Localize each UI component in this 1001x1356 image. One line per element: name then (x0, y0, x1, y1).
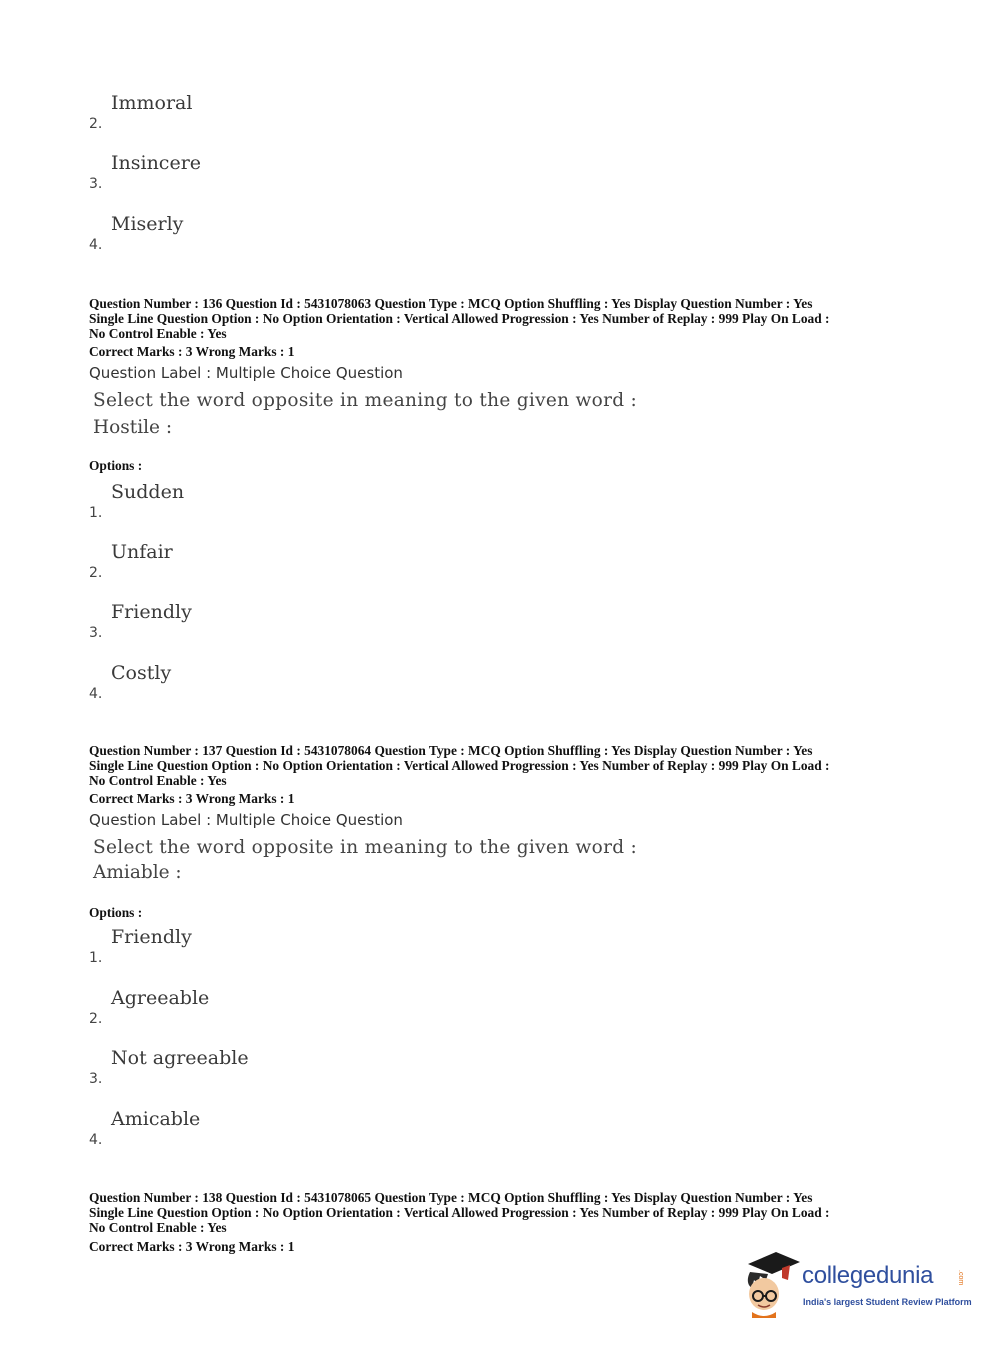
meta-line: Single Line Question Option : No Option Orientation : Vertical Allowed Progression : Yes Number of Replay : 999 Play On Load : (89, 311, 830, 326)
option-text: Immoral (111, 92, 193, 114)
options-label: Options : (89, 905, 143, 920)
question-word: Amiable : (93, 862, 182, 883)
meta-line: Single Line Question Option : No Option Orientation : Vertical Allowed Progression : Yes Number of Replay : 999 Play On Load : (89, 1205, 830, 1220)
meta-line: No Control Enable : Yes (89, 326, 227, 341)
option-number: 4. (89, 237, 103, 253)
question-text: Select the word opposite in meaning to the given word : (93, 837, 638, 858)
question-marks: Correct Marks : 3 Wrong Marks : 1 (89, 1239, 295, 1254)
question-meta (89, 1190, 919, 1235)
logo-domain: .com (957, 1270, 964, 1286)
logo-tagline: India's largest Student Review Platform (803, 1297, 972, 1307)
option-text: Agreeable (111, 987, 210, 1009)
question-text: Select the word opposite in meaning to the given word : (93, 390, 638, 411)
option-text: Costly (111, 662, 172, 684)
option-number: 4. (89, 1132, 103, 1148)
options-label: Options : (89, 458, 143, 473)
collegedunia-logo[interactable] (742, 1250, 972, 1320)
meta-line: No Control Enable : Yes (89, 773, 227, 788)
question-meta (89, 743, 919, 788)
question-label: Question Label : Multiple Choice Question (89, 364, 403, 382)
meta-line: No Control Enable : Yes (89, 1220, 227, 1235)
option-text: Amicable (111, 1108, 201, 1130)
mascot-icon (742, 1250, 802, 1320)
option-text: Sudden (111, 481, 185, 503)
option-number: 3. (89, 176, 103, 192)
meta-line: Question Number : 138 Question Id : 5431078065 Question Type : MCQ Option Shuffling : Yes Display Question Number : Yes (89, 1190, 813, 1205)
meta-line: Single Line Question Option : No Option Orientation : Vertical Allowed Progression : Yes Number of Replay : 999 Play On Load : (89, 758, 830, 773)
logo-wordmark: collegedunia (802, 1262, 934, 1289)
option-text: Insincere (111, 152, 202, 174)
meta-line: Question Number : 136 Question Id : 5431078063 Question Type : MCQ Option Shuffling : Yes Display Question Number : Yes (89, 296, 813, 311)
question-label: Question Label : Multiple Choice Question (89, 811, 403, 829)
option-number: 2. (89, 116, 103, 132)
option-number: 3. (89, 1071, 103, 1087)
option-number: 1. (89, 505, 103, 521)
meta-line: Question Number : 137 Question Id : 5431078064 Question Type : MCQ Option Shuffling : Yes Display Question Number : Yes (89, 743, 813, 758)
option-number: 2. (89, 1011, 103, 1027)
question-marks: Correct Marks : 3 Wrong Marks : 1 (89, 344, 295, 359)
option-text: Friendly (111, 601, 192, 623)
question-marks: Correct Marks : 3 Wrong Marks : 1 (89, 791, 295, 806)
question-meta (89, 296, 919, 341)
option-text: Miserly (111, 213, 184, 235)
option-number: 4. (89, 686, 103, 702)
option-text: Unfair (111, 541, 173, 563)
option-number: 3. (89, 625, 103, 641)
option-text: Not agreeable (111, 1047, 249, 1069)
option-text: Friendly (111, 926, 192, 948)
option-number: 1. (89, 950, 103, 966)
option-number: 2. (89, 565, 103, 581)
question-word: Hostile : (93, 417, 173, 438)
